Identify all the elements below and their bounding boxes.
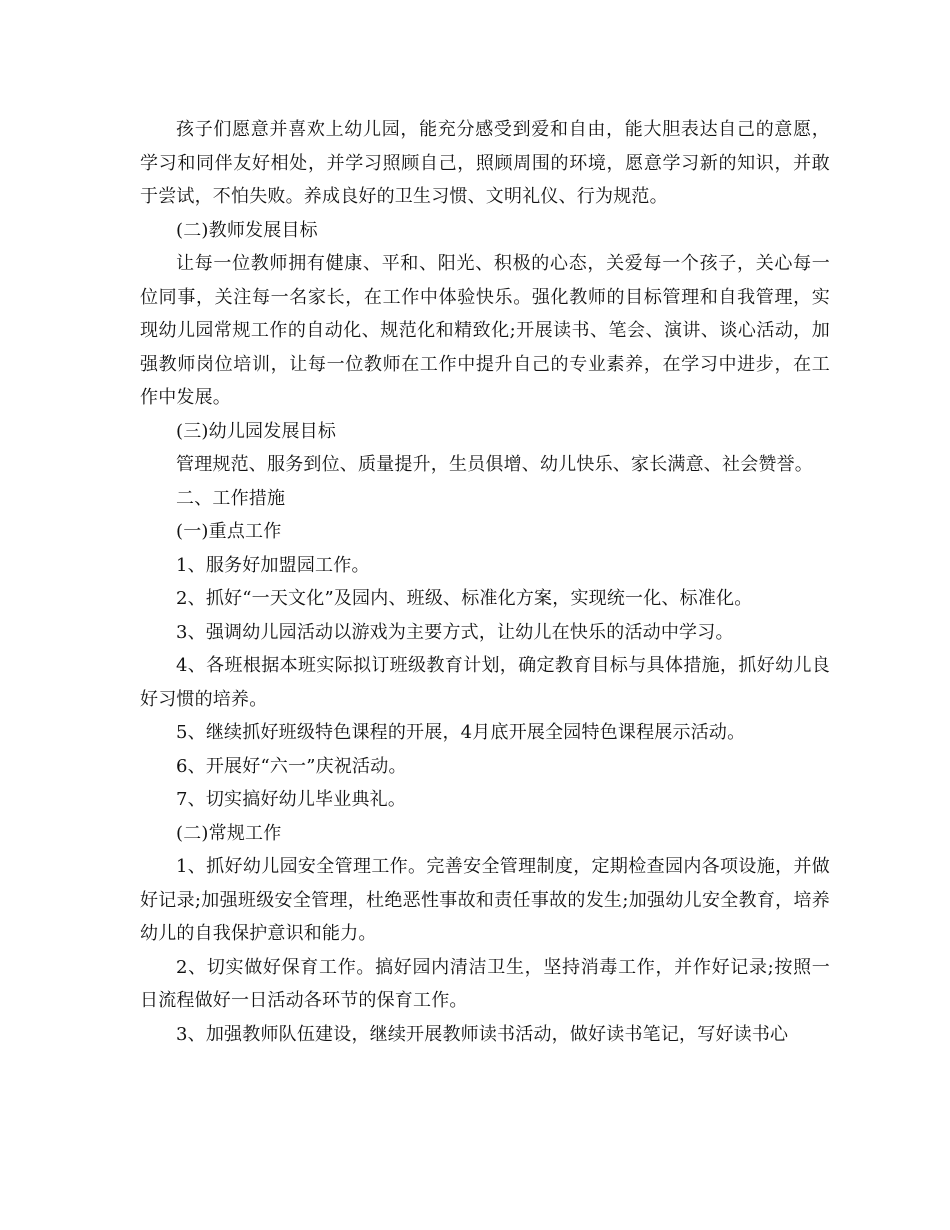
list-item-routine-work-3: 3、加强教师队伍建设，继续开展教师读书活动，做好读书笔记，写好读书心: [176, 1023, 789, 1045]
list-item-key-work-7: 7、切实搞好幼儿毕业典礼。: [176, 789, 407, 810]
list-item-routine-work-1: 1、抓好幼儿园安全管理工作。完善安全管理制度，定期检查园内各项设施，并做好记录;加强班级安全管理，杜绝恶性事故和责任事故的发生;加强幼儿安全教育，培养幼儿的自我保护意识和能力。: [140, 856, 830, 944]
heading-key-work: (一)重点工作: [176, 521, 282, 542]
heading-teacher-development-goals: (二)教师发展目标: [176, 219, 318, 241]
paragraph-children-goals: 孩子们愿意并喜欢上幼儿园，能充分感受到爱和自由，能大胆表达自己的意愿，学习和同伴友好相处，并学习照顾自己，照顾周围的环境，愿意学习新的知识，并敢于尝试，不怕失败。养成良好的卫生习惯、文明礼仪、行为规范。: [140, 119, 830, 207]
document-body: [140, 113, 830, 1051]
paragraph-teacher-development: 让每一位教师拥有健康、平和、阳光、积极的心态，关爱每一个孩子，关心每一位同事，关注每一名家长，在工作中体验快乐。强化教师的目标管理和自我管理，实现幼儿园常规工作的自动化、规范化和精致化;开展读书、笔会、演讲、谈心活动，加强教师岗位培训，让每一位教师在工作中提升自己的专业素养，在学习中进步，在工作中发展。: [140, 253, 830, 408]
list-item-key-work-5: 5、继续抓好班级特色课程的开展，4月底开展全园特色课程展示活动。: [176, 722, 746, 743]
list-item-key-work-1: 1、服务好加盟园工作。: [176, 554, 370, 576]
heading-kindergarten-development-goals: (三)幼儿园发展目标: [176, 420, 337, 442]
heading-work-measures: 二、工作措施: [176, 487, 286, 509]
list-item-key-work-3: 3、强调幼儿园活动以游戏为主要方式，让幼儿在快乐的活动中学习。: [176, 621, 734, 643]
list-item-key-work-2: 2、抓好“一天文化”及园内、班级、标准化方案，实现统一化、标准化。: [176, 588, 753, 609]
list-item-routine-work-2: 2、切实做好保育工作。搞好园内清洁卫生，坚持消毒工作，并作好记录;按照一日流程做好一日活动各环节的保育工作。: [140, 956, 830, 1011]
list-item-key-work-4: 4、各班根据本班实际拟订班级教育计划，确定教育目标与具体措施，抓好幼儿良好习惯的培养。: [140, 655, 830, 710]
heading-routine-work: (二)常规工作: [176, 822, 282, 844]
list-item-key-work-6: 6、开展好“六一”庆祝活动。: [176, 755, 407, 777]
paragraph-kindergarten-development: 管理规范、服务到位、质量提升，生员俱增、幼儿快乐、家长满意、社会赞誉。: [176, 454, 813, 475]
